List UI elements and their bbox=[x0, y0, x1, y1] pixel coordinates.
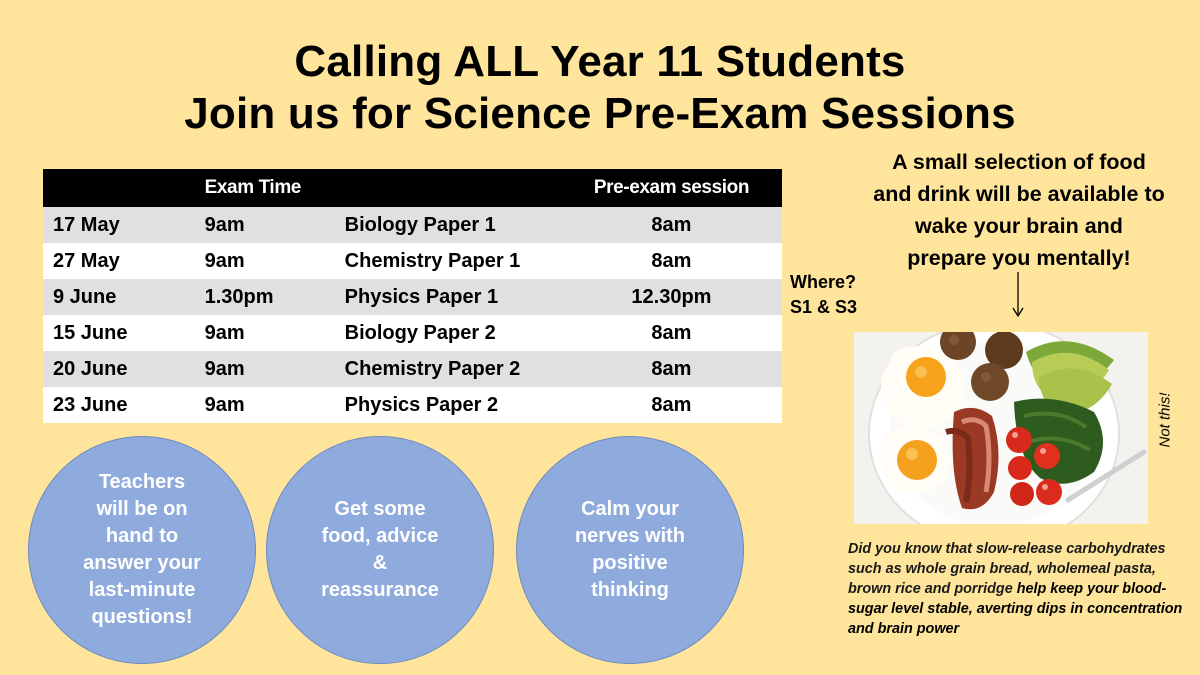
did-you-know-text: Did you know that slow-release carbohydrates such as whole grain bread, wholemeal pasta, brown rice and porridge bbox=[848, 541, 1166, 597]
header-date bbox=[43, 169, 205, 207]
cell-time: 1.30pm bbox=[204, 285, 274, 308]
cell-date: 20 June bbox=[53, 357, 128, 380]
not-this-note: Not this! bbox=[1156, 392, 1174, 448]
cell-subject: Physics Paper 1 bbox=[344, 285, 499, 308]
page-subtitle: Join us for Science Pre-Exam Sessions bbox=[184, 89, 1016, 138]
cell-session: 12.30pm bbox=[631, 285, 712, 308]
cell-subject: Biology Paper 2 bbox=[344, 321, 496, 344]
cell-session: 8am bbox=[651, 393, 692, 416]
exam-schedule-table bbox=[43, 169, 782, 423]
location-note: Where? S1 & S3 bbox=[790, 272, 858, 317]
cell-session: 8am bbox=[651, 213, 692, 236]
table-row bbox=[43, 387, 782, 423]
cell-subject: Chemistry Paper 1 bbox=[344, 249, 521, 272]
cell-session: 8am bbox=[651, 249, 692, 272]
food-advice-circle-text: Get some food, advice & reassurance bbox=[321, 498, 439, 601]
table-header-row bbox=[43, 169, 782, 207]
cell-session: 8am bbox=[651, 357, 692, 380]
table-row bbox=[43, 243, 782, 279]
cell-date: 9 June bbox=[53, 285, 117, 308]
cell-subject: Physics Paper 2 bbox=[344, 393, 499, 416]
cell-subject: Chemistry Paper 2 bbox=[344, 357, 521, 380]
did-you-know-note bbox=[848, 539, 1183, 639]
table-row bbox=[43, 351, 782, 387]
breakfast-plate-image bbox=[854, 332, 1148, 524]
cell-time: 9am bbox=[204, 213, 245, 236]
table-row bbox=[43, 279, 782, 315]
did-you-know-emphasis: help keep your blood-sugar level stable, averting dips in concentration and brain power bbox=[848, 581, 1183, 637]
cell-time: 9am bbox=[204, 249, 245, 272]
cell-session: 8am bbox=[651, 321, 692, 344]
table-row bbox=[43, 315, 782, 351]
cell-subject: Biology Paper 1 bbox=[344, 213, 496, 236]
food-note: A small selection of food and drink will be available to wake your brain and prepare you mentally! bbox=[873, 150, 1165, 270]
teachers-circle bbox=[28, 436, 256, 664]
header-pre-exam-session: Pre-exam session bbox=[593, 177, 750, 198]
teachers-circle-text: Teachers will be on hand to answer your last-minute questions! bbox=[83, 471, 201, 628]
down-arrow-icon bbox=[1008, 270, 1028, 320]
header-exam-time: Exam Time bbox=[204, 177, 301, 198]
table-row bbox=[43, 207, 782, 243]
food-advice-circle bbox=[266, 436, 494, 664]
calm-nerves-circle bbox=[516, 436, 744, 664]
cell-date: 23 June bbox=[53, 393, 128, 416]
cell-date: 27 May bbox=[53, 249, 120, 272]
header-subject bbox=[345, 169, 561, 207]
calm-nerves-circle-text: Calm your nerves with positive thinking bbox=[574, 498, 686, 601]
page-title: Calling ALL Year 11 Students bbox=[294, 37, 906, 86]
cell-time: 9am bbox=[204, 357, 245, 380]
cell-date: 17 May bbox=[53, 213, 120, 236]
cell-time: 9am bbox=[204, 321, 245, 344]
cell-date: 15 June bbox=[53, 321, 128, 344]
cell-time: 9am bbox=[204, 393, 245, 416]
